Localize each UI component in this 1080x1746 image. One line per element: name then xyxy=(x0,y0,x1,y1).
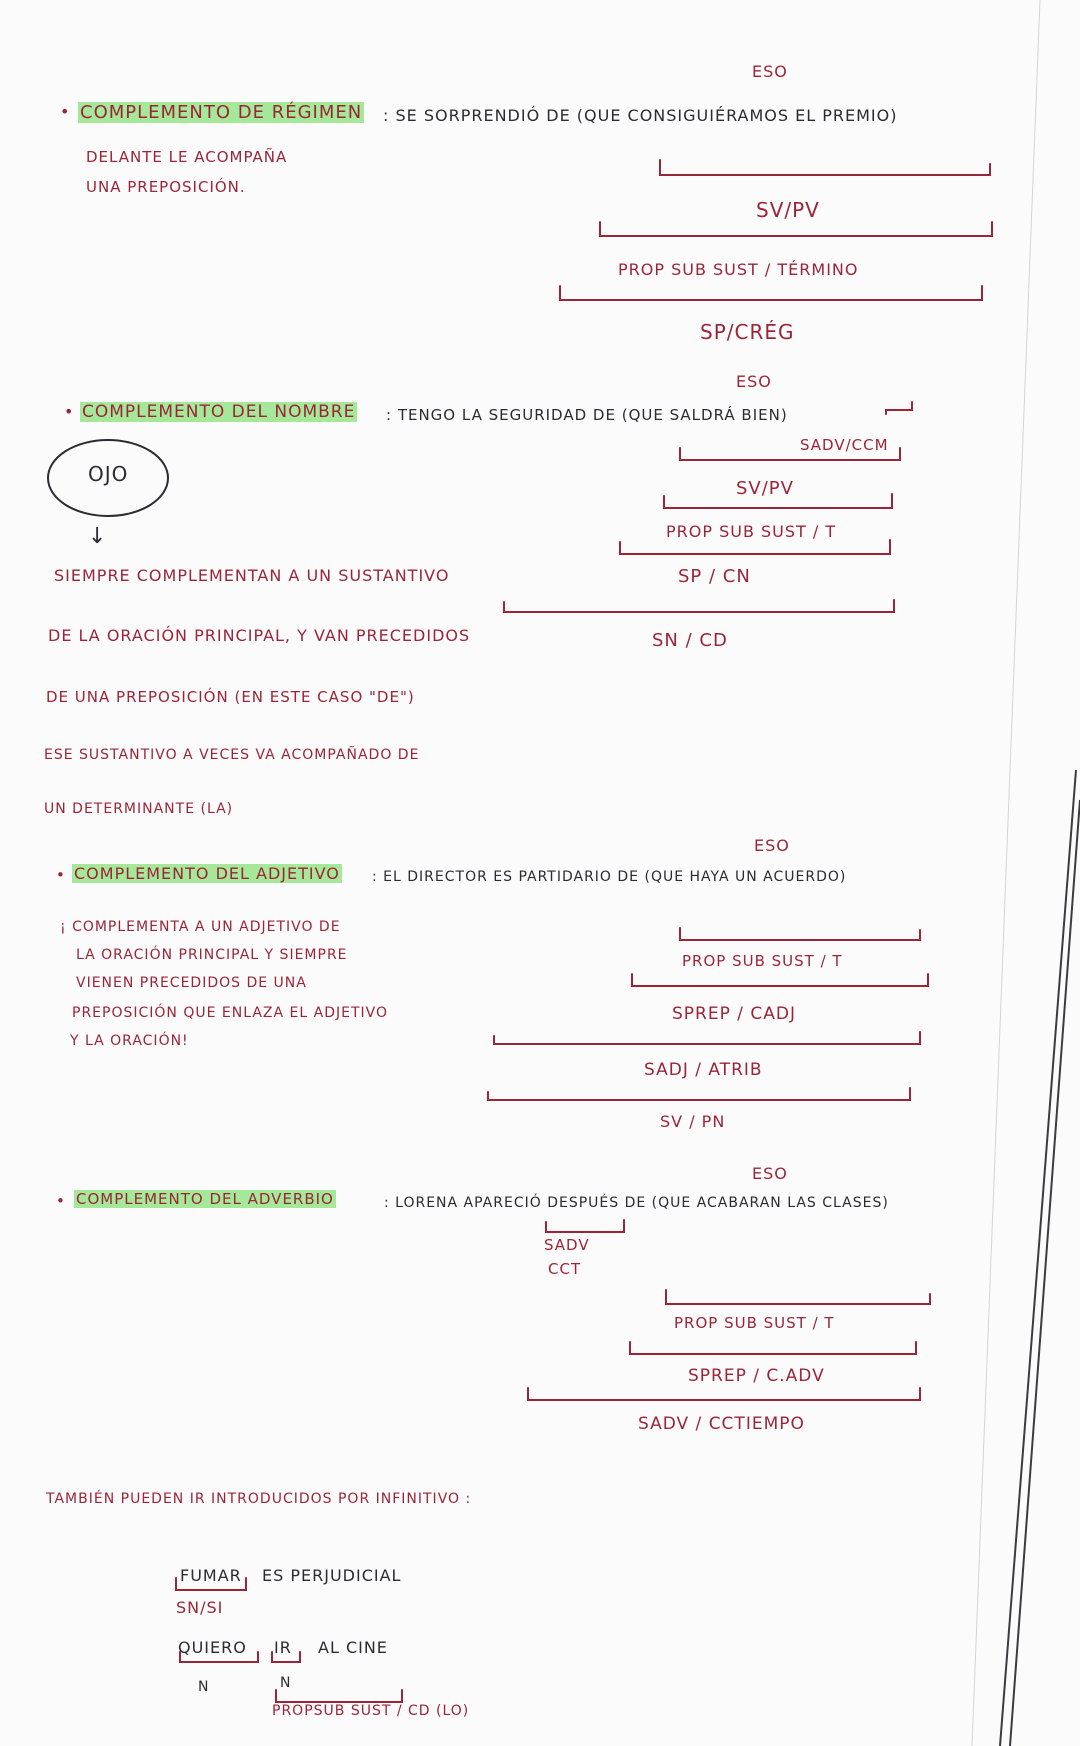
bullet: • xyxy=(56,866,66,884)
note-line: ESE SUSTANTIVO A VECES VA ACOMPAÑADO DE xyxy=(44,747,420,763)
analysis-label: N xyxy=(280,1675,292,1691)
eso-label: ESO xyxy=(752,1164,788,1183)
analysis-label: SP/CRÉG xyxy=(700,320,795,344)
analysis-label: SV/PV xyxy=(756,198,820,222)
analysis-label: PROP SUB SUST / T xyxy=(674,1314,835,1332)
bracket-line xyxy=(660,160,990,175)
bracket-line xyxy=(560,286,982,300)
analysis-label: N xyxy=(198,1679,210,1695)
bracket-line xyxy=(546,1220,624,1232)
example-word: FUMAR xyxy=(180,1566,242,1585)
note-line: TAMBIÉN PUEDEN IR INTRODUCIDOS POR INFINITIVO : xyxy=(46,1491,472,1507)
arrow-down-icon: ↓ xyxy=(88,524,108,549)
example-sentence: : EL DIRECTOR ES PARTIDARIO DE (QUE HAYA UN ACUERDO) xyxy=(372,869,847,885)
example-sentence: : LORENA APARECIÓ DESPUÉS DE (QUE ACABARAN LAS CLASES) xyxy=(384,1195,889,1211)
analysis-label: PROPSUB SUST / CD (LO) xyxy=(272,1703,470,1719)
bullet: • xyxy=(64,402,75,421)
analysis-label: SADV/CCM xyxy=(800,436,889,454)
example-word: AL CINE xyxy=(318,1638,388,1657)
bracket-line xyxy=(680,928,920,940)
analysis-label: PROP SUB SUST / T xyxy=(682,952,843,970)
bracket-line xyxy=(600,222,992,236)
section-title-adverbio: COMPLEMENTO DEL ADVERBIO xyxy=(76,1190,334,1208)
bracket-line xyxy=(504,600,894,612)
note-line: DE LA ORACIÓN PRINCIPAL, Y VAN PRECEDIDOS xyxy=(48,626,471,645)
ojo-oval xyxy=(48,440,168,516)
analysis-label: SP / CN xyxy=(678,566,751,587)
analysis-label: CCT xyxy=(548,1260,582,1278)
example-sentence: ES PERJUDICIAL xyxy=(262,1566,402,1585)
bracket-line xyxy=(488,1088,910,1100)
ojo-note: OJO xyxy=(88,462,129,486)
note-line: UN DETERMINANTE (LA) xyxy=(44,801,234,817)
note-line: VIENEN PRECEDIDOS DE UNA xyxy=(76,975,307,991)
bullet: • xyxy=(60,102,71,121)
note-line: UNA PREPOSICIÓN. xyxy=(86,178,246,196)
bracket-line xyxy=(276,1690,402,1702)
bracket-line xyxy=(180,1652,258,1662)
analysis-label: SV / PN xyxy=(660,1112,726,1131)
analysis-label: SADV / CCTIEMPO xyxy=(638,1414,805,1434)
analysis-label: SN / CD xyxy=(652,630,728,651)
bracket-line xyxy=(630,1342,916,1354)
analysis-label: SADV xyxy=(544,1236,590,1254)
note-line: DELANTE LE ACOMPAÑA xyxy=(86,148,288,166)
bracket-line xyxy=(528,1388,920,1400)
note-line: LA ORACIÓN PRINCIPAL Y SIEMPRE xyxy=(76,947,348,963)
analysis-label: SADJ / ATRIB xyxy=(644,1060,763,1080)
bracket-line xyxy=(176,1578,246,1590)
bracket-line xyxy=(664,494,892,508)
note-line: PREPOSICIÓN QUE ENLAZA EL ADJETIVO xyxy=(72,1005,388,1021)
note-line: DE UNA PREPOSICIÓN (EN ESTE CASO "DE") xyxy=(46,688,415,706)
example-word: QUIERO xyxy=(178,1638,247,1657)
analysis-label: SV/PV xyxy=(736,478,794,499)
example-sentence: : SE SORPRENDIÓ DE (QUE CONSIGUIÉRAMOS EL PREMIO) xyxy=(383,106,898,125)
note-line: ¡ COMPLEMENTA A UN ADJETIVO DE xyxy=(60,919,341,935)
analysis-label: SN/SI xyxy=(176,1598,224,1617)
analysis-label: SPREP / C.ADV xyxy=(688,1366,825,1386)
bracket-line xyxy=(620,540,890,554)
section-title-nombre: COMPLEMENTO DEL NOMBRE xyxy=(82,402,356,422)
note-line: SIEMPRE COMPLEMENTAN A UN SUSTANTIVO xyxy=(54,566,450,585)
bracket-line xyxy=(632,974,928,986)
margin-line xyxy=(1010,800,1080,1746)
section-title-regimen: COMPLEMENTO DE RÉGIMEN xyxy=(80,102,363,123)
margin-line xyxy=(1000,770,1076,1746)
example-sentence: : TENGO LA SEGURIDAD DE (QUE SALDRÁ BIEN) xyxy=(386,406,788,424)
eso-label: ESO xyxy=(736,372,772,391)
bracket-line xyxy=(886,402,912,414)
example-word: IR xyxy=(274,1638,292,1657)
analysis-label: PROP SUB SUST / T xyxy=(666,522,837,541)
bullet: • xyxy=(56,1192,66,1210)
section-title-adjetivo: COMPLEMENTO DEL ADJETIVO xyxy=(74,864,340,883)
analysis-label: PROP SUB SUST / TÉRMINO xyxy=(618,260,859,279)
bracket-line xyxy=(494,1032,920,1044)
bracket-line xyxy=(680,448,900,460)
eso-label: ESO xyxy=(754,836,790,855)
bracket-line xyxy=(272,1652,300,1662)
bracket-line xyxy=(666,1290,930,1304)
analysis-label: SPREP / CADJ xyxy=(672,1004,796,1024)
note-line: Y LA ORACIÓN! xyxy=(70,1033,189,1049)
eso-label: ESO xyxy=(752,62,788,81)
